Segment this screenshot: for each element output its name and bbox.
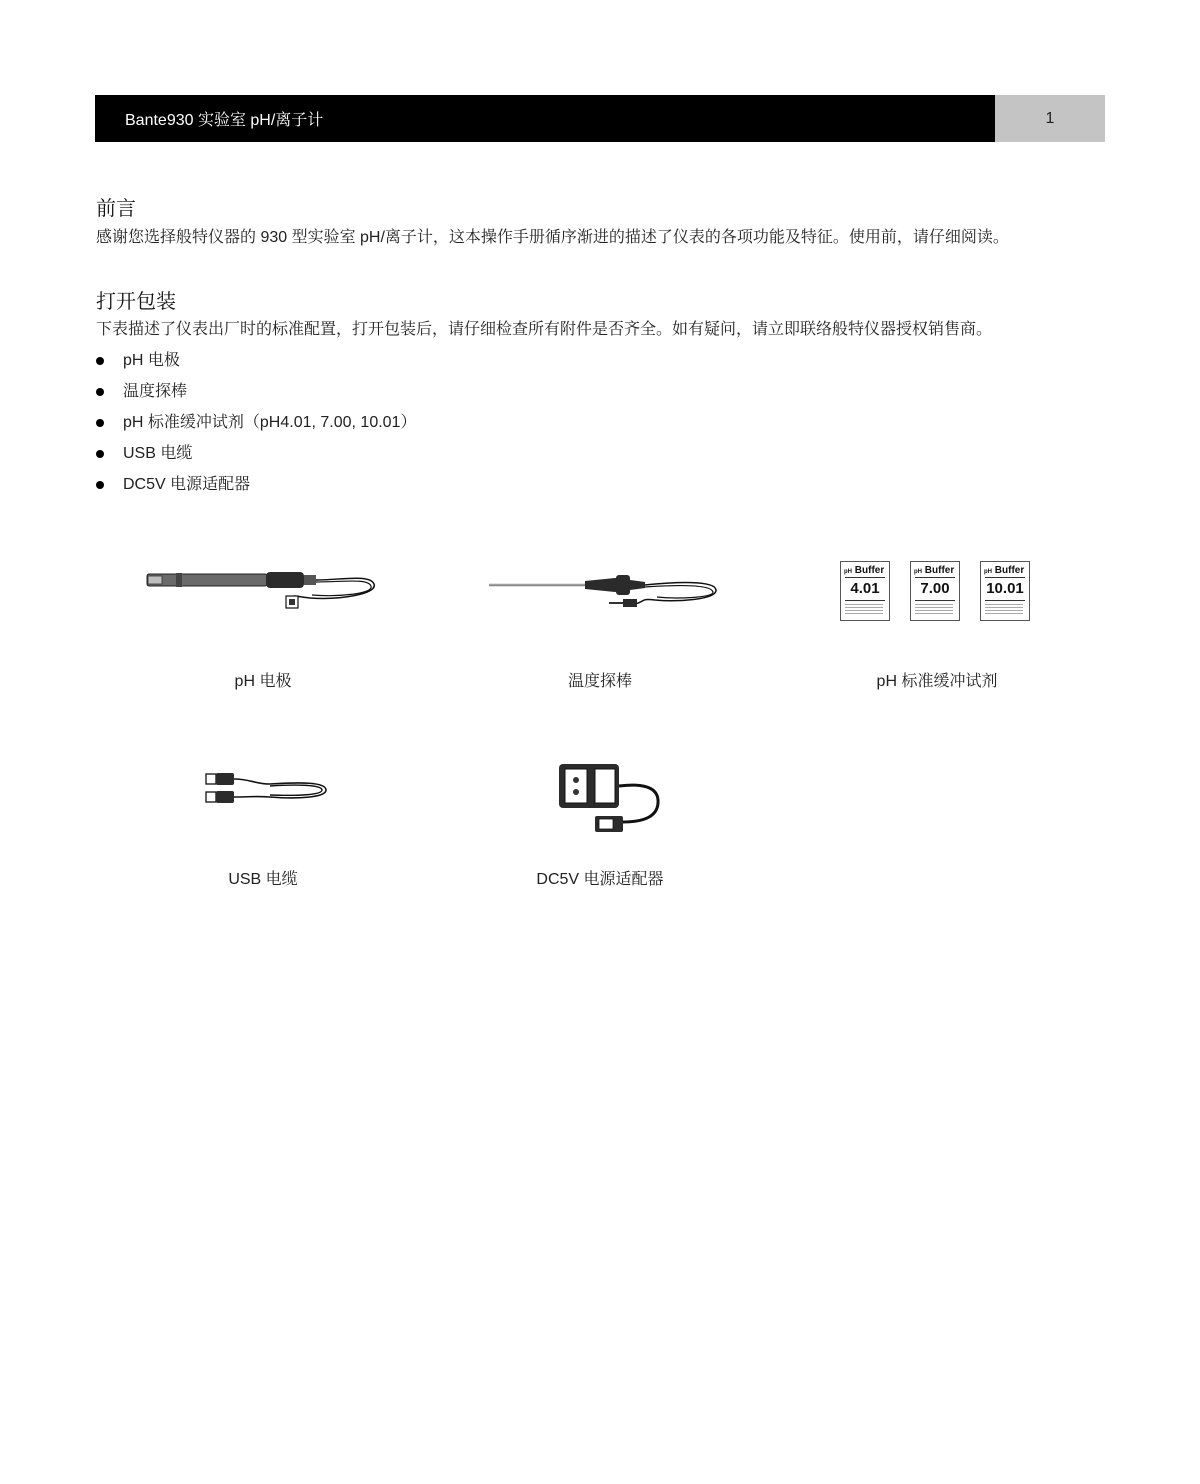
buffer-value: 4.01 [850,580,880,597]
buffer-prefix: pH [914,569,922,575]
accessory-list [96,350,416,505]
bullet-icon [96,419,104,427]
usb-cable-illustration [200,768,335,813]
caption-ph-buffer: pH 标准缓冲试剂 [876,673,998,690]
list-item-label: USB 电缆 [123,445,193,462]
buffer-divider [845,577,885,578]
bullet-icon [96,450,104,458]
document-title: Bante930 实验室 pH/离子计 [125,112,324,129]
bullet-icon [96,481,104,489]
list-item [96,412,416,443]
buffer-fine-print [845,604,883,616]
buffer-fine-print [985,604,1023,616]
buffer-label: Buffer [924,565,955,576]
buffer-divider [845,600,885,601]
page-number: 1 [1045,109,1055,127]
buffer-card [910,561,960,621]
buffer-prefix: pH [844,569,852,575]
unpacking-heading: 打开包装 [96,291,176,313]
caption-ph-electrode: pH 电极 [234,673,292,690]
list-item [96,443,416,474]
list-item-label: pH 标准缓冲试剂（pH4.01, 7.00, 10.01） [123,414,417,431]
buffer-fine-print [915,604,953,616]
unpacking-paragraph: 下表描述了仪表出厂时的标准配置，打开包装后，请仔细检查所有附件是否齐全。如有疑问，请立即联络般特仪器授权销售商。 [96,321,993,338]
buffer-card [980,561,1030,621]
page-header [95,95,1105,142]
ph-electrode-illustration [140,560,380,620]
buffer-prefix: pH [984,569,992,575]
buffer-card [840,561,890,621]
list-item [96,381,416,412]
buffer-divider [985,577,1025,578]
list-item-label: DC5V 电源适配器 [123,476,251,493]
buffer-label: Buffer [854,565,885,576]
buffer-label: Buffer [994,565,1025,576]
foreword-heading: 前言 [96,198,136,220]
list-item [96,474,416,505]
header-title-bar [95,95,995,142]
foreword-paragraph: 感谢您选择般特仪器的 930 型实验室 pH/离子计，这本操作手册循序渐进的描述了仪表的各项功能及特征。使用前，请仔细阅读。 [96,229,1009,246]
page-number-box [995,95,1105,142]
list-item [96,350,416,381]
caption-usb-cable: USB 电缆 [228,871,298,888]
buffer-divider [915,577,955,578]
caption-power-adapter: DC5V 电源适配器 [536,871,664,888]
ph-buffer-illustration [840,561,1030,623]
buffer-divider [915,600,955,601]
buffer-divider [985,600,1025,601]
power-adapter-illustration [555,760,665,838]
temperature-probe-illustration [485,570,720,615]
list-item-label: 温度探棒 [123,383,188,400]
buffer-value: 7.00 [920,580,950,597]
buffer-value: 10.01 [986,580,1024,597]
list-item-label: pH 电极 [123,352,180,369]
caption-temperature-probe: 温度探棒 [567,673,632,690]
bullet-icon [96,388,104,396]
bullet-icon [96,357,104,365]
